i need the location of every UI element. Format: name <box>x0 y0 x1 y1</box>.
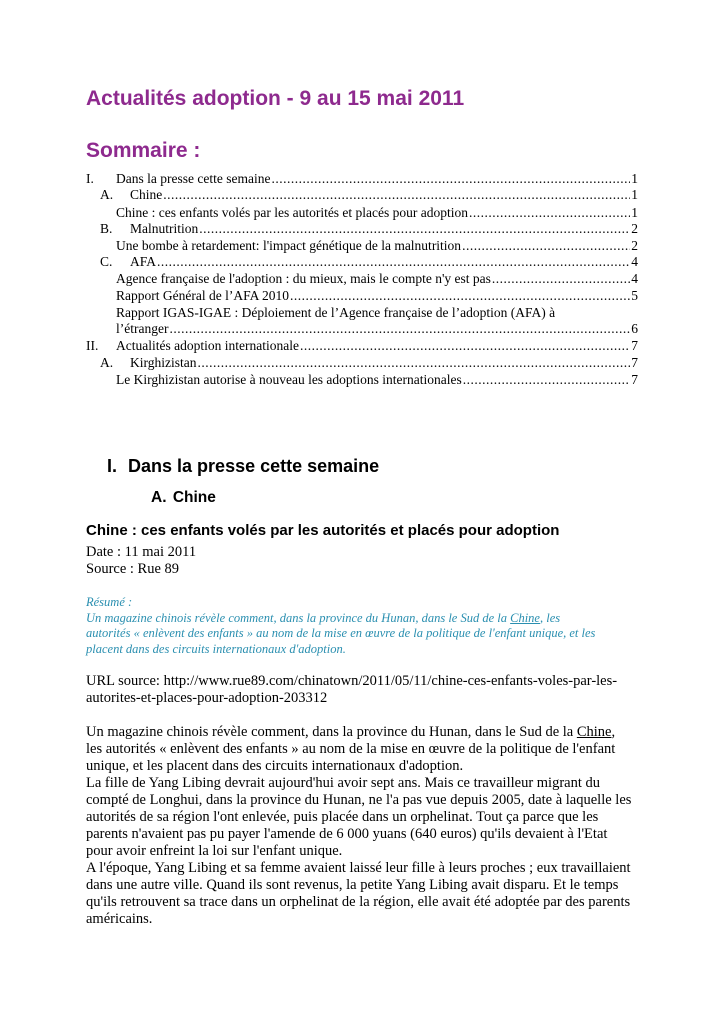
sommaire-title: Sommaire : <box>86 139 201 162</box>
body-text: , <box>611 724 616 740</box>
toc-text: Chine <box>130 187 163 202</box>
toc-entry[interactable] <box>86 221 638 237</box>
summary-text: , les <box>539 610 561 625</box>
summary-text: autorités « enlèvent des enfants » au nom de la mise en œuvre de la politique de l'enfant unique, et les <box>86 626 596 640</box>
body-text: les autorités « enlèvent des enfants » au nom de la mise en œuvre de la politique de l'enfant <box>86 741 616 757</box>
body-text: A l'époque, Yang Libing et sa femme avaient laissé leur fille à leurs proches ; eux travaillaient <box>86 860 631 876</box>
subsection-number: A. <box>151 489 167 506</box>
toc-page: 7 <box>631 355 638 370</box>
body-text: pour avoir enfreint la loi sur l'enfant unique. <box>86 843 343 859</box>
source-url[interactable] <box>86 673 642 707</box>
toc-text: Chine : ces enfants volés par les autorités et placés pour adoption <box>116 205 469 220</box>
toc-entry[interactable] <box>86 355 638 371</box>
toc-number: A. <box>100 187 114 202</box>
toc-text: Rapport Général de l’AFA 2010 <box>116 288 289 303</box>
toc-page: 4 <box>631 254 638 269</box>
toc-entry[interactable] <box>86 372 638 388</box>
toc-page: 1 <box>631 187 638 202</box>
toc-entry[interactable] <box>86 187 638 203</box>
section-title: Dans la presse cette semaine <box>128 456 380 476</box>
body-text: unique, et les placent dans des circuits internationaux d'adoption. <box>86 758 464 774</box>
summary-text: placent dans des circuits internationaux d'adoption. <box>86 641 346 656</box>
toc-number: II. <box>86 338 99 353</box>
toc-text: Malnutrition <box>130 221 199 236</box>
toc-page: 2 <box>631 238 638 253</box>
source-url-line: URL source: http://www.rue89.com/chinatown/2011/05/11/chine-ces-enfants-voles-par-les- <box>86 673 618 689</box>
source-url-line: autorites-et-places-pour-adoption-203312 <box>86 690 328 706</box>
subsection-heading <box>151 489 216 507</box>
toc-entry[interactable] <box>86 271 638 287</box>
subsection-title: Chine <box>172 489 216 506</box>
article-summary <box>86 595 642 657</box>
body-text: Un magazine chinois révèle comment, dans la province du Hunan, dans le Sud de la <box>86 724 577 740</box>
chine-link[interactable]: Chine <box>510 610 540 625</box>
toc-number: I. <box>86 171 94 186</box>
body-text: qu'ils retrouvent sa trace dans un orphelinat de la région, elle avait été adoptée par des parents <box>86 894 631 910</box>
toc-page: 2 <box>631 221 638 236</box>
toc-text: Agence française de l'adoption : du mieux, mais le compte n'y est pas <box>116 271 491 286</box>
body-text: parents n'avaient pas pu payer l'amende de 6 000 yuans (640 euros) qu'ils devaient à l'Etat <box>86 826 608 842</box>
chine-link[interactable]: Chine <box>576 724 612 740</box>
article-body <box>86 724 642 928</box>
toc-text: l’étranger <box>116 321 169 336</box>
toc-entry[interactable] <box>86 305 638 321</box>
toc-page: 7 <box>631 338 638 353</box>
body-text: La fille de Yang Libing devrait aujourd'hui avoir sept ans. Mais ce travailleur migrant du <box>86 775 601 791</box>
toc-page: 7 <box>631 372 638 387</box>
section-number: I. <box>107 456 118 476</box>
summary-label: Résumé : <box>86 595 133 609</box>
toc-number: B. <box>100 221 113 236</box>
summary-text: Un magazine chinois révèle comment, dans la province du Hunan, dans le Sud de la <box>86 610 511 625</box>
body-text: dans une autre ville. Quand ils sont revenus, la petite Yang Libing avait disparu. Et le temps <box>86 877 619 893</box>
article-date: Date : 11 mai 2011 <box>86 544 197 560</box>
toc-text: AFA <box>130 254 157 269</box>
body-text: autorités de sa région l'ont enlevée, puis placée dans un orphelinat. Tout ça parce que les <box>86 809 599 825</box>
toc-text: Dans la presse cette semaine <box>116 171 271 186</box>
body-text: compté de Longhui, dans la province du Hunan, ne l'a pas vue depuis 2005, date à laquelle les <box>86 792 632 808</box>
toc-page: 1 <box>631 171 638 186</box>
toc-entry[interactable] <box>86 171 638 187</box>
toc-entry[interactable] <box>86 288 638 304</box>
document-title: Actualités adoption - 9 au 15 mai 2011 <box>86 87 465 110</box>
toc-text: Une bombe à retardement: l'impact génétique de la malnutrition <box>116 238 462 253</box>
toc-text: Rapport IGAS-IGAE : Déploiement de l’Agence française de l’adoption (AFA) à <box>116 305 556 320</box>
article-title: Chine : ces enfants volés par les autorités et placés pour adoption <box>86 522 560 539</box>
section-heading <box>107 456 379 477</box>
toc-page: 1 <box>631 205 638 220</box>
toc-entry[interactable] <box>86 254 638 270</box>
article-source: Source : Rue 89 <box>86 561 180 577</box>
toc-entry[interactable] <box>86 205 638 221</box>
body-text: américains. <box>86 911 153 927</box>
toc-page: 6 <box>631 321 638 336</box>
toc-entry[interactable] <box>86 321 638 337</box>
toc-page: 5 <box>631 288 638 303</box>
toc-number: A. <box>100 355 114 370</box>
toc-entry[interactable] <box>86 338 638 354</box>
toc-number: C. <box>100 254 113 269</box>
toc-text: Le Kirghizistan autorise à nouveau les adoptions internationales <box>116 372 462 387</box>
toc-entry[interactable] <box>86 238 638 254</box>
toc-text: Actualités adoption internationale <box>116 338 299 353</box>
toc-text: Kirghizistan <box>130 355 197 370</box>
toc-page: 4 <box>631 271 638 286</box>
